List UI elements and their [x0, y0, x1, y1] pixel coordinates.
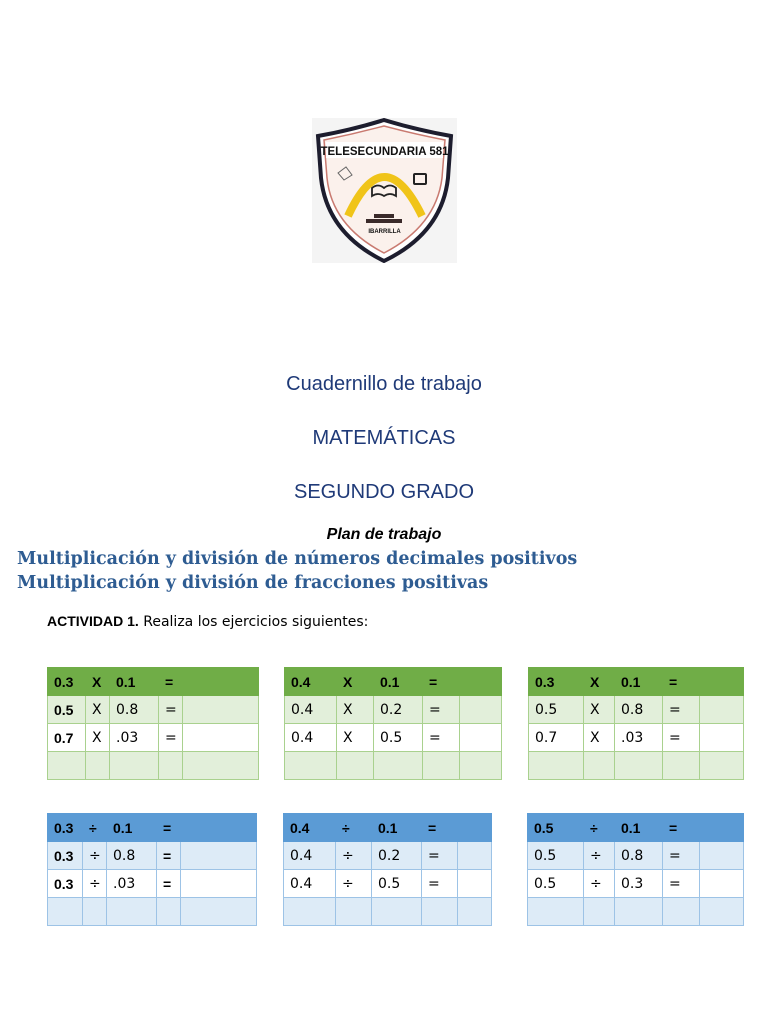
- table-cell: X: [86, 724, 110, 752]
- table-cell: [528, 898, 584, 926]
- table-cell: 0.1: [110, 668, 159, 696]
- table-cell: [110, 752, 159, 780]
- table-cell: [181, 842, 257, 870]
- table-cell: =: [663, 696, 700, 724]
- table-cell: .03: [107, 870, 157, 898]
- table-cell: 0.1: [374, 668, 423, 696]
- table-cell: =: [423, 668, 460, 696]
- topic-fractions: Multiplicación y división de fracciones positivas: [17, 573, 489, 593]
- table-cell: 0.5: [372, 870, 422, 898]
- table-cell: X: [584, 724, 615, 752]
- table-cell: 0.2: [374, 696, 423, 724]
- division-table-3: [527, 813, 744, 926]
- table-cell: [458, 814, 492, 842]
- table-row: [529, 668, 744, 696]
- table-row: [48, 668, 259, 696]
- table-cell: [615, 898, 663, 926]
- table-cell: 0.3: [48, 842, 83, 870]
- table-cell: [285, 752, 337, 780]
- svg-text:TELESECUNDARIA 581: TELESECUNDARIA 581: [320, 146, 449, 158]
- table-cell: 0.3: [615, 870, 663, 898]
- table-cell: [460, 724, 502, 752]
- plan-heading: Plan de trabajo: [326, 526, 442, 543]
- table-cell: 0.2: [372, 842, 422, 870]
- table-cell: 0.8: [615, 842, 663, 870]
- table-cell: X: [584, 668, 615, 696]
- table-cell: [460, 752, 502, 780]
- table-cell: [700, 696, 744, 724]
- multiplication-table-3: [528, 667, 744, 780]
- table-row: [48, 842, 257, 870]
- table-cell: X: [337, 696, 374, 724]
- table-cell: 0.4: [285, 724, 337, 752]
- table-cell: [458, 842, 492, 870]
- table-row: [285, 696, 502, 724]
- table-cell: [183, 752, 259, 780]
- table-cell: [700, 814, 744, 842]
- activity-text: Realiza los ejercicios siguientes:: [138, 614, 369, 630]
- table-cell: [336, 898, 372, 926]
- table-cell: 0.4: [285, 696, 337, 724]
- table-cell: X: [337, 724, 374, 752]
- table-cell: ÷: [83, 842, 107, 870]
- table-cell: 0.5: [374, 724, 423, 752]
- table-cell: [48, 752, 86, 780]
- table-cell: =: [663, 870, 700, 898]
- table-cell: [700, 898, 744, 926]
- table-row: [48, 870, 257, 898]
- table-row: [528, 814, 744, 842]
- table-cell: [584, 752, 615, 780]
- table-cell: [86, 752, 110, 780]
- table-cell: =: [663, 724, 700, 752]
- table-row: [528, 842, 744, 870]
- table-cell: [183, 668, 259, 696]
- table-cell: ÷: [584, 870, 615, 898]
- table-cell: .03: [110, 724, 159, 752]
- table-cell: 0.7: [529, 724, 584, 752]
- table-row: [284, 842, 492, 870]
- table-cell: =: [423, 696, 460, 724]
- table-cell: [663, 752, 700, 780]
- table-row: [48, 814, 257, 842]
- table-row: [48, 724, 259, 752]
- notebook-title: Cuadernillo de trabajo: [286, 373, 482, 395]
- table-cell: [700, 724, 744, 752]
- table-row: [284, 814, 492, 842]
- table-cell: =: [157, 814, 181, 842]
- multiplication-table-2: [284, 667, 502, 780]
- table-cell: [181, 870, 257, 898]
- multiplication-table-1: [47, 667, 259, 780]
- table-cell: X: [337, 668, 374, 696]
- table-row: [284, 870, 492, 898]
- table-cell: [584, 898, 615, 926]
- table-cell: =: [422, 814, 458, 842]
- table-cell: =: [159, 696, 183, 724]
- division-table-2: [283, 813, 492, 926]
- table-cell: ÷: [584, 842, 615, 870]
- table-cell: 0.5: [529, 696, 584, 724]
- table-cell: ÷: [83, 870, 107, 898]
- table-cell: =: [157, 842, 181, 870]
- table-cell: 0.1: [615, 668, 663, 696]
- table-cell: 0.3: [529, 668, 584, 696]
- table-cell: [181, 814, 257, 842]
- table-cell: 0.3: [48, 814, 83, 842]
- table-cell: 0.4: [284, 870, 336, 898]
- table-cell: [157, 898, 181, 926]
- table-row: [285, 724, 502, 752]
- table-cell: X: [584, 696, 615, 724]
- table-cell: 0.5: [528, 870, 584, 898]
- table-cell: [183, 724, 259, 752]
- table-cell: 0.1: [107, 814, 157, 842]
- table-cell: 0.4: [284, 842, 336, 870]
- table-cell: 0.7: [48, 724, 86, 752]
- table-cell: [700, 870, 744, 898]
- table-row: [48, 752, 259, 780]
- table-cell: [458, 870, 492, 898]
- table-cell: 0.3: [48, 668, 86, 696]
- table-cell: 0.4: [285, 668, 337, 696]
- table-cell: =: [422, 842, 458, 870]
- table-cell: [615, 752, 663, 780]
- table-cell: [159, 752, 183, 780]
- topic-decimals: Multiplicación y división de números decimales positivos: [17, 549, 578, 569]
- table-cell: [48, 898, 83, 926]
- table-cell: [337, 752, 374, 780]
- activity-instruction: [47, 613, 368, 630]
- table-cell: ÷: [83, 814, 107, 842]
- table-cell: [107, 898, 157, 926]
- table-cell: =: [422, 870, 458, 898]
- table-cell: X: [86, 696, 110, 724]
- table-cell: ÷: [336, 814, 372, 842]
- table-row: [284, 898, 492, 926]
- table-cell: [529, 752, 584, 780]
- table-cell: 0.5: [528, 814, 584, 842]
- table-cell: =: [159, 724, 183, 752]
- grade-title: SEGUNDO GRADO: [293, 481, 475, 503]
- table-cell: [372, 898, 422, 926]
- table-row: [529, 696, 744, 724]
- table-cell: 0.8: [110, 696, 159, 724]
- table-row: [285, 668, 502, 696]
- division-table-1: [47, 813, 257, 926]
- table-cell: [700, 752, 744, 780]
- table-cell: [700, 668, 744, 696]
- table-row: [529, 724, 744, 752]
- table-cell: =: [663, 668, 700, 696]
- table-cell: 0.4: [284, 814, 336, 842]
- table-row: [529, 752, 744, 780]
- table-cell: =: [423, 724, 460, 752]
- table-cell: ÷: [584, 814, 615, 842]
- table-cell: ÷: [336, 842, 372, 870]
- activity-label: ACTIVIDAD 1.: [47, 613, 139, 629]
- table-row: [285, 752, 502, 780]
- table-cell: [83, 898, 107, 926]
- table-cell: [181, 898, 257, 926]
- table-cell: 0.5: [48, 696, 86, 724]
- table-cell: =: [157, 870, 181, 898]
- table-cell: ÷: [336, 870, 372, 898]
- table-cell: 0.8: [107, 842, 157, 870]
- table-cell: [374, 752, 423, 780]
- table-cell: [460, 696, 502, 724]
- table-cell: [423, 752, 460, 780]
- subject-title: MATEMÁTICAS: [312, 427, 456, 449]
- svg-text:IBARRILLA: IBARRILLA: [368, 229, 401, 235]
- table-row: [48, 696, 259, 724]
- school-logo: [312, 118, 457, 263]
- table-cell: 0.1: [615, 814, 663, 842]
- table-cell: [183, 696, 259, 724]
- table-cell: [663, 898, 700, 926]
- table-cell: 0.5: [528, 842, 584, 870]
- table-row: [48, 898, 257, 926]
- table-row: [528, 870, 744, 898]
- table-cell: [700, 842, 744, 870]
- table-cell: X: [86, 668, 110, 696]
- table-cell: =: [663, 814, 700, 842]
- table-cell: 0.8: [615, 696, 663, 724]
- table-cell: =: [663, 842, 700, 870]
- table-cell: [422, 898, 458, 926]
- table-cell: 0.3: [48, 870, 83, 898]
- table-cell: .03: [615, 724, 663, 752]
- table-cell: [284, 898, 336, 926]
- table-cell: [460, 668, 502, 696]
- table-cell: 0.1: [372, 814, 422, 842]
- table-row: [528, 898, 744, 926]
- table-cell: =: [159, 668, 183, 696]
- table-cell: [458, 898, 492, 926]
